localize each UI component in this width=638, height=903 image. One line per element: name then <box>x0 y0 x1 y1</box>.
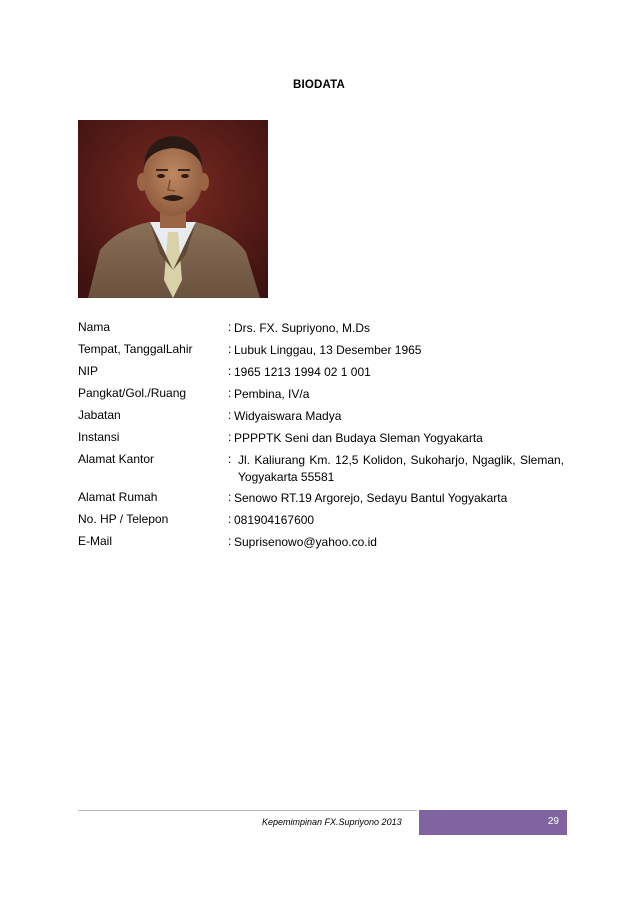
footer-text: Kepemimpinan FX.Supriyono 2013 <box>262 817 402 827</box>
row-separator: : <box>228 386 232 400</box>
row-label: Alamat Kantor <box>78 452 155 466</box>
row-value: PPPPTK Seni dan Budaya Sleman Yogyakarta <box>234 431 483 445</box>
biodata-table <box>78 320 564 556</box>
row-value: Drs. FX. Supriyono, M.Ds <box>234 321 371 335</box>
row-value: Widyaiswara Madya <box>234 409 342 423</box>
row-value: Jl. Kaliurang Km. 12,5 Kolidon, Sukoharjo, Ngaglik, Sleman, Yogyakarta 55581 <box>238 453 564 484</box>
row-tempat-tanggal-lahir <box>78 342 564 364</box>
row-pangkat <box>78 386 564 408</box>
row-separator: : <box>228 430 232 444</box>
page-number-box <box>419 810 567 835</box>
row-value: Senowo RT.19 Argorejo, Sedayu Bantul Yogyakarta <box>234 491 508 505</box>
row-label: Tempat, TanggalLahir <box>78 342 193 356</box>
row-email <box>78 534 564 556</box>
row-separator: : <box>228 490 232 504</box>
row-label: Jabatan <box>78 408 121 422</box>
row-separator: : <box>228 342 232 356</box>
row-telepon <box>78 512 564 534</box>
row-label: Instansi <box>78 430 120 444</box>
document-title: BIODATA <box>292 79 346 91</box>
row-label: E-Mail <box>78 534 113 548</box>
row-label: Alamat Rumah <box>78 490 158 504</box>
row-label: Nama <box>78 320 111 334</box>
row-separator: : <box>228 452 232 466</box>
row-separator: : <box>228 364 232 378</box>
row-alamat-kantor <box>78 452 564 490</box>
row-label: No. HP / Telepon <box>78 512 169 526</box>
row-value: Pembina, IV/a <box>234 387 310 401</box>
row-value: 1965 1213 1994 02 1 001 <box>234 365 371 379</box>
row-separator: : <box>228 408 232 422</box>
row-value: Suprisenowo@yahoo.co.id <box>234 535 377 549</box>
row-jabatan <box>78 408 564 430</box>
row-nama <box>78 320 564 342</box>
row-label: NIP <box>78 364 99 378</box>
row-separator: : <box>228 320 232 334</box>
row-label: Pangkat/Gol./Ruang <box>78 386 187 400</box>
footer-rule <box>78 810 417 811</box>
row-alamat-rumah <box>78 490 564 512</box>
row-nip <box>78 364 564 386</box>
page-number: 29 <box>547 816 559 827</box>
row-separator: : <box>228 534 232 548</box>
row-value: Lubuk Linggau, 13 Desember 1965 <box>234 343 422 357</box>
portrait-photo <box>78 120 268 298</box>
row-separator: : <box>228 512 232 526</box>
row-instansi <box>78 430 564 452</box>
row-value: 081904167600 <box>234 513 315 527</box>
